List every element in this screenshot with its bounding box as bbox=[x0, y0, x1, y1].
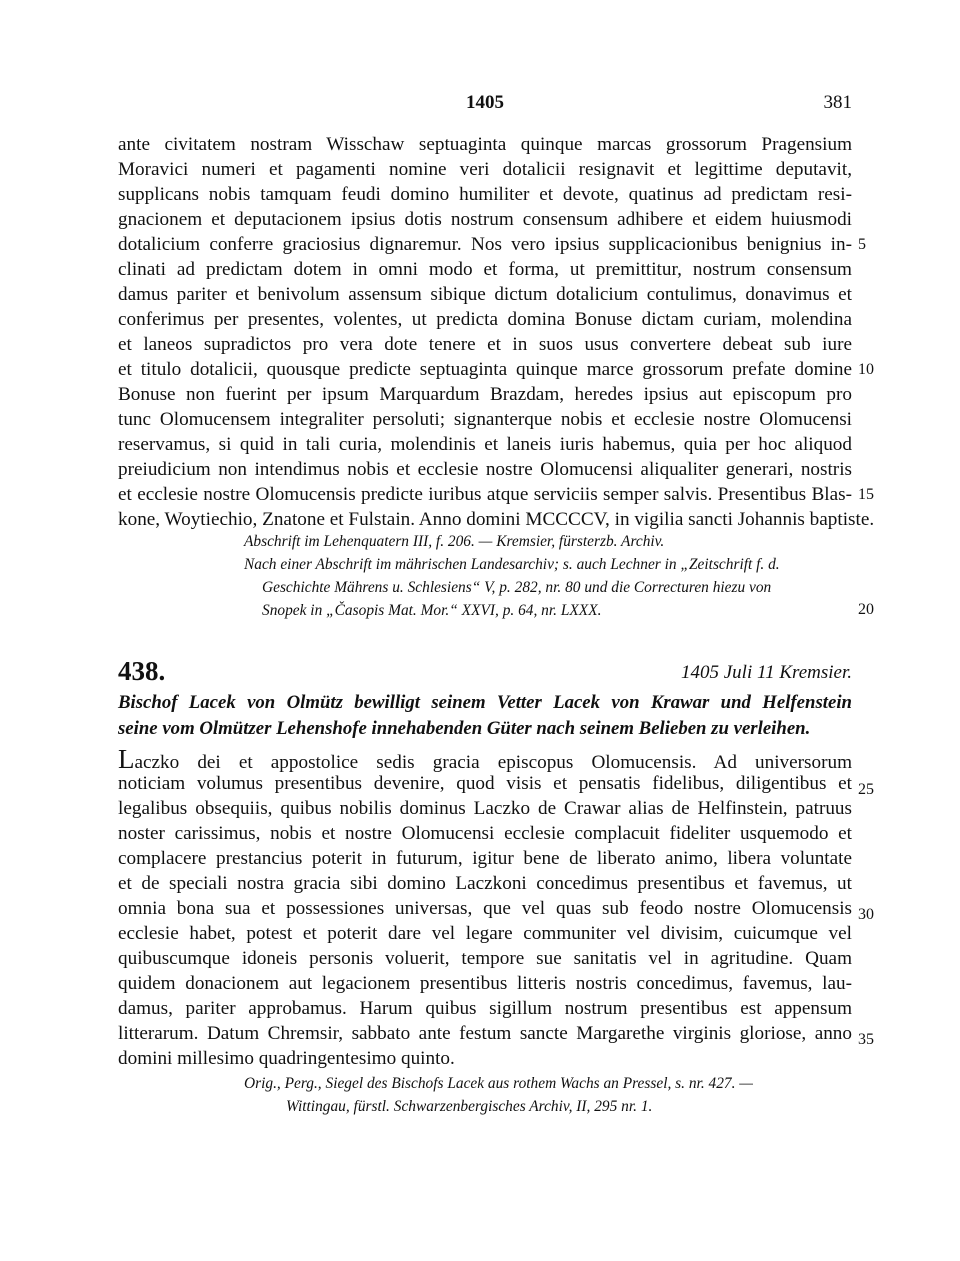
page-number: 381 bbox=[823, 92, 852, 113]
text-line: damus pariter et benivolum assensum sibique dictum dotalicium contulimus, donavimus et bbox=[118, 284, 852, 305]
text-line: noticiam volumus presentibus devenire, quod visis et pensatis fidelibus, diligentibus et bbox=[118, 773, 852, 794]
text-line: tunc Olomucensem integraliter persoluti; signanterque nobis et ecclesie nostre Olomucensi bbox=[118, 409, 852, 430]
text-line-rest: aczko dei et appostolice sedis gracia episcopus Olomucensis. Ad universorum bbox=[134, 752, 852, 773]
text-line: gnacionem et deputacionem ipsius dotis nostrum consensum adhibere et eidem huiusmodi bbox=[118, 209, 852, 230]
text-line: kone, Woytiechio, Znatone et Fulstain. Anno domini MCCCCV, in vigilia sancti Johannis baptiste. bbox=[118, 509, 875, 530]
text-line: reservamus, si quid in tali curia, molendinis et laneis iuris habemus, quia per hoc aliquod bbox=[118, 434, 852, 455]
line-number: 15 bbox=[858, 486, 874, 503]
source-note: Geschichte Mährens u. Schlesiens“ V, p. 282, nr. 80 und die Correcturen hiezu von bbox=[262, 579, 772, 596]
text-line: quibuscumque idoneis personis voluerit, tempore sue sanitatis vel in agritudine. Quam bbox=[118, 948, 852, 969]
source-note: Abschrift im Lehenquatern III, f. 206. — Kremsier, fürsterzb. Archiv. bbox=[244, 533, 665, 550]
line-number: 35 bbox=[858, 1031, 874, 1048]
text-line: ecclesie habet, potest et poterit dare vel legare communiter vel divisim, cuicumque vel bbox=[118, 923, 852, 944]
text-line: domini millesimo quadringentesimo quinto. bbox=[118, 1048, 455, 1069]
document-number: 438. bbox=[118, 656, 166, 686]
document-date-place: 1405 Juli 11 Kremsier. bbox=[681, 662, 852, 683]
text-line: Moravici numeri et pagamenti nomine veri dotalicii resignavit et legittime deputavit, bbox=[118, 159, 852, 180]
regest-line: seine vom Olmützer Lehenshofe innehabenden Güter nach seinem Belieben zu verleihen. bbox=[118, 718, 811, 739]
line-number: 30 bbox=[858, 906, 874, 923]
page-header bbox=[118, 92, 852, 116]
text-line: damus, pariter approbamus. Harum quibus sigillum nostrum presentibus est appensum bbox=[118, 998, 852, 1019]
line-number: 10 bbox=[858, 361, 874, 378]
text-line: et titulo dotalicii, quousque predicte septuaginta quinque marce grossorum prefate domine bbox=[118, 359, 852, 380]
running-year: 1405 bbox=[466, 92, 504, 113]
source-note: Snopek in „Časopis Mat. Mor.“ XXVI, p. 64, nr. LXXX. bbox=[262, 602, 602, 619]
text-line: et de speciali nostra gracia sibi domino Laczkoni concedimus presentibus et favemus, ut bbox=[118, 873, 852, 894]
text-line-first bbox=[118, 746, 852, 772]
text-line: supplicans nobis tamquam feudi domino humiliter et devote, quatinus ad predictam resi- bbox=[118, 184, 852, 205]
text-line: complacere prestancius poterit in futurum, igitur bene de liberato animo, libera voluntate bbox=[118, 848, 852, 869]
line-number: 25 bbox=[858, 781, 874, 798]
text-line: preiudicium non intendimus nobis et ecclesie nostre Olomucensi aliqualiter generari, nostris bbox=[118, 459, 852, 480]
text-line: noster carissimus, nobis et nostre Olomucensi ecclesie complacuit fideliter usquemodo et bbox=[118, 823, 852, 844]
text-line: quidem donacionem aut legacionem presentibus litteris nostris concedimus, favemus, lau- bbox=[118, 973, 852, 994]
source-note: Orig., Perg., Siegel des Bischofs Lacek aus rothem Wachs an Pressel, s. nr. 427. — bbox=[244, 1075, 753, 1092]
text-line: litterarum. Datum Chremsir, sabbato ante festum sancte Margarethe virginis gloriose, anno bbox=[118, 1023, 852, 1044]
line-number: 20 bbox=[858, 601, 874, 618]
regest-line: Bischof Lacek von Olmütz bewilligt seinem Vetter Lacek von Krawar und Helfenstein bbox=[118, 692, 852, 713]
text-line: et ecclesie nostre Olomucensis predicte iuribus atque serviciis semper salvis. Presentibus Blas- bbox=[118, 484, 852, 505]
text-line: conferimus per presentes, volentes, ut predicta domina Bonuse dictam curiam, molendina bbox=[118, 309, 852, 330]
text-line: dotalicium conferre graciosius dignaremur. Nos vero ipsius supplicacionibus benignius in- bbox=[118, 234, 852, 255]
text-line: omnia bona sua et possessiones universas, que vel quas sub feodo nostre Olomucensis bbox=[118, 898, 852, 919]
line-number: 5 bbox=[858, 236, 866, 253]
text-line: Bonuse non fuerint per ipsum Marquardum Brazdam, heredes ipsius aut episcopum pro bbox=[118, 384, 852, 405]
source-note: Nach einer Abschrift im mährischen Landesarchiv; s. auch Lechner in „Zeitschrift f. d. bbox=[244, 556, 780, 573]
source-note: Wittingau, fürstl. Schwarzenbergisches Archiv, II, 295 nr. 1. bbox=[286, 1098, 653, 1115]
text-line: clinati ad predictam dotem in omni modo et forma, ut premittitur, nostrum consensum bbox=[118, 259, 852, 280]
text-line: ante civitatem nostram Wisschaw septuaginta quinque marcas grossorum Pragensium bbox=[118, 134, 852, 155]
text-line: et laneos supradictos pro vera dote tenere et in suos usus convertere debeat sub iure bbox=[118, 334, 852, 355]
text-line: legalibus obsequiis, quibus nobilis dominus Laczko de Crawar alias de Helfinstein, patruus bbox=[118, 798, 852, 819]
initial-letter: L bbox=[118, 744, 135, 774]
